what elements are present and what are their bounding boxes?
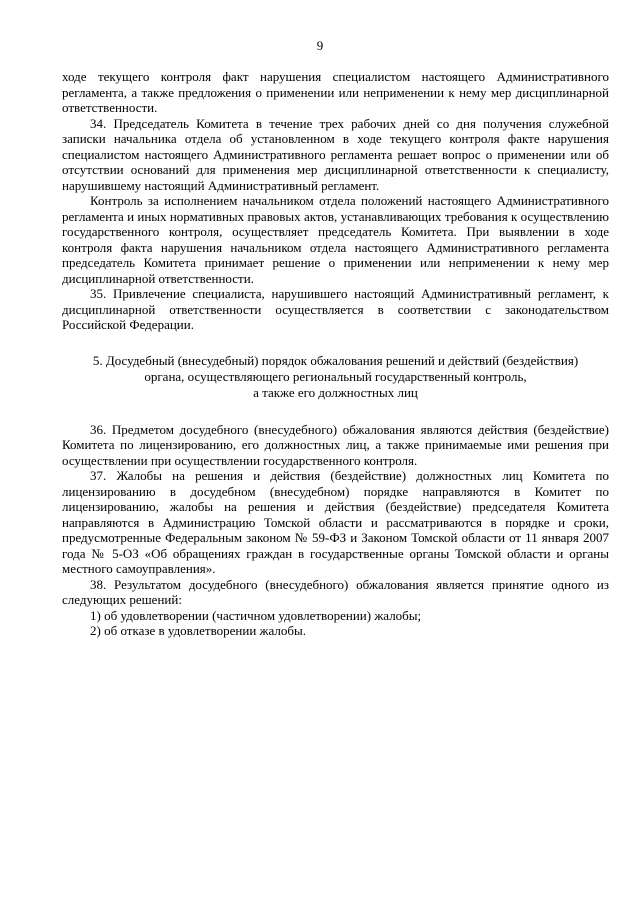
section-heading-line-3: а также его должностных лиц <box>253 384 418 400</box>
document-body <box>62 69 609 639</box>
paragraph-34: 34. Председатель Комитета в течение трех рабочих дней со дня получения служебной записки начальника отдела об установленном в ходе текущего контроля факте нарушения специалистом настоящего Административного регламента решает вопрос о применении или об отсутствии оснований для применения мер дисциплинарной ответственности к специалисту, нарушившему настоящий Административный регламент. <box>62 115 609 193</box>
list-item: 2) об отказе в удовлетворении жалобы. <box>90 623 306 638</box>
section-heading-line-2: органа, осуществляющего региональный государственный контроль, <box>144 368 527 384</box>
section-heading-line-1: 5. Досудебный (внесудебный) порядок обжалования решений и действий (бездействия) <box>92 352 579 368</box>
section-heading <box>62 353 609 401</box>
paragraph-control: Контроль за исполнением начальником отдела положений настоящего Административного регламента и иных нормативных правовых актов, устанавливающих требования к осуществлению государственного контроля, осуществляет председатель Комитета. При выявлении в ходе контроля факта нарушения начальником отдела настоящего Административного регламента председатель Комитета принимает решение о применении или неприменении к нему мер дисциплинарной ответственности. <box>62 193 609 286</box>
page-number: 9 <box>316 38 324 53</box>
paragraph: ходе текущего контроля факт нарушения специалистом настоящего Административного регламента, а также предложения о применении или неприменении к нему мер дисциплинарной ответственности. <box>62 69 609 115</box>
paragraph-35: 35. Привлечение специалиста, нарушившего настоящий Административный регламент, к дисциплинарной ответственности осуществляется в соответствии с законодательством Российской Федерации. <box>62 286 609 332</box>
paragraph-36: 36. Предметом досудебного (внесудебного) обжалования являются действия (бездействие) Комитета по лицензированию, его должностных лиц, а также принимаемые ими решения при осуществлении при осуществлении государственного контроля. <box>62 421 609 468</box>
list-item: 1) об удовлетворении (частичном удовлетворении) жалобы; <box>90 607 422 623</box>
paragraph-38: 38. Результатом досудебного (внесудебного) обжалования является принятие одного из следующих решений: <box>62 576 609 607</box>
paragraph-37: 37. Жалобы на решения и действия (бездействие) должностных лиц Комитета по лицензированию в досудебном (внесудебном) порядке направляются в Комитет по лицензированию, жалобы на решения и действия (бездействие) председателя Комитета направляются в Администрацию Томской области и рассматриваются в порядке и сроки, предусмотренные Федеральным законом № 59-ФЗ и Законом Томской области от 11 января 2007 года № 5-ОЗ «Об обращениях граждан в государственные органы Томской области и органы местного самоуправления». <box>62 468 609 576</box>
